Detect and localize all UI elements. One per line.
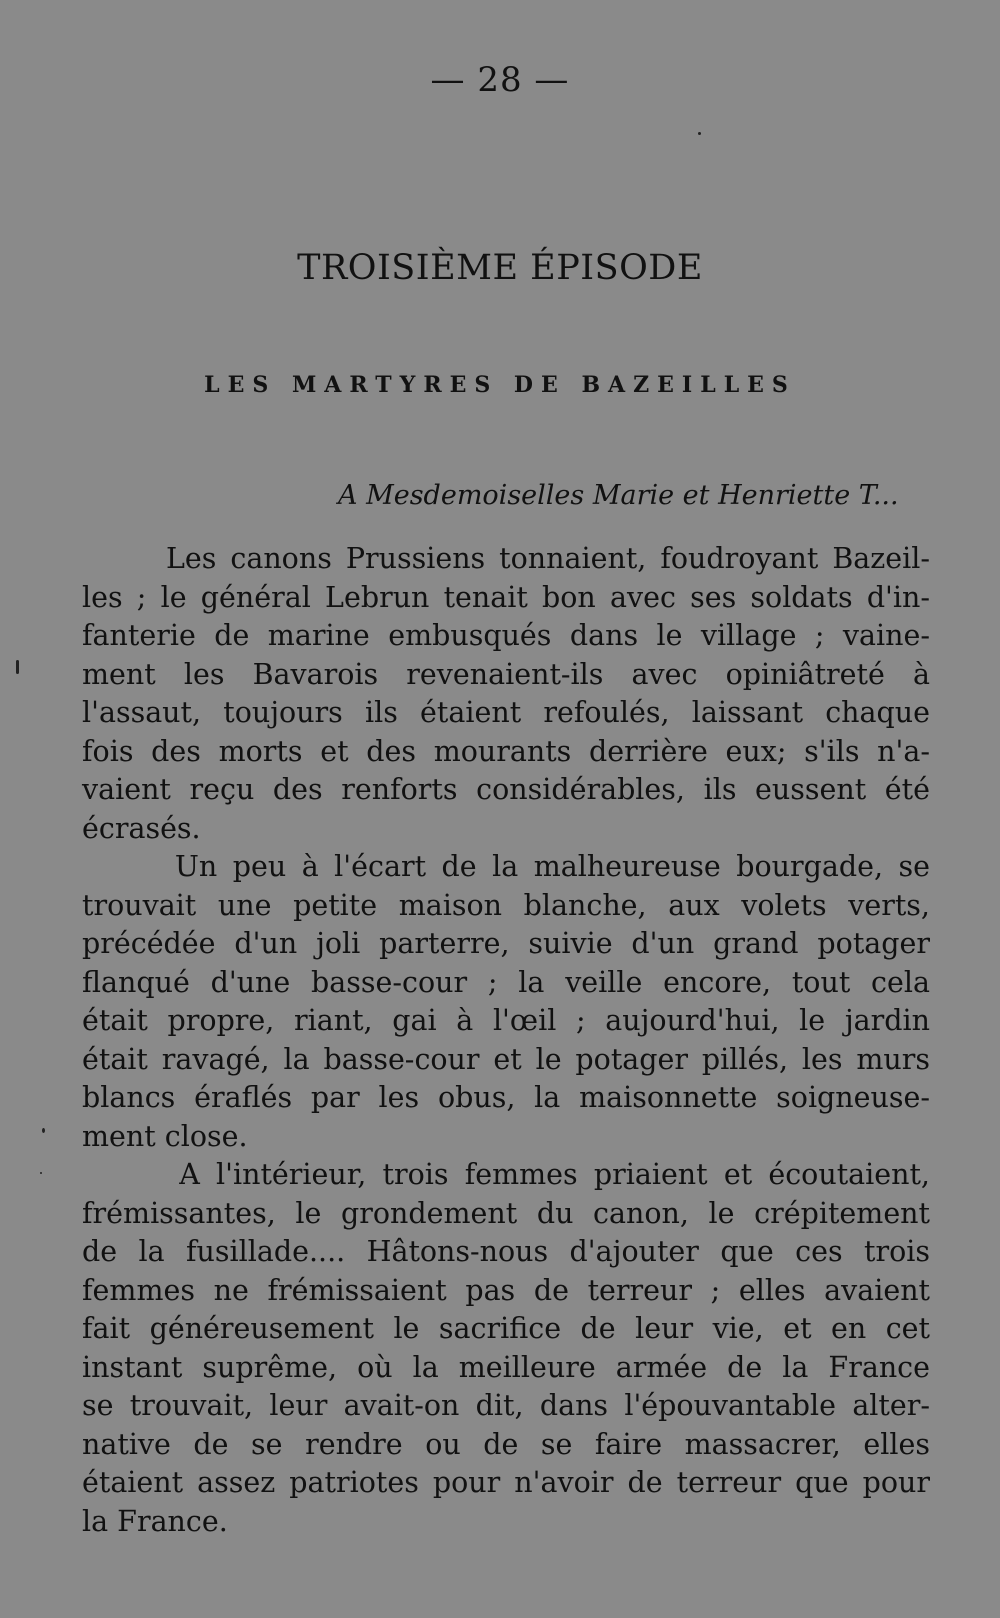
text-line: vaient reçu des renforts considérables, ils eussent été xyxy=(82,773,930,806)
body-text xyxy=(82,540,930,1541)
text-line: femmes ne frémissaient pas de terreur ; elles avaient xyxy=(82,1273,930,1307)
text-line: était propre, riant, gai à l'œil ; aujourd'hui, le jardin xyxy=(82,1004,930,1037)
text-line: était ravagé, la basse-cour et le potager pillés, les murs xyxy=(82,1042,930,1076)
text-line: fois des morts et des mourants derrière eux; s'ils n'a- xyxy=(82,734,930,768)
text-line: écrasés. xyxy=(82,811,201,845)
chapter-subtitle: LES MARTYRES DE BAZEILLES xyxy=(204,372,796,398)
scan-speck xyxy=(40,1172,42,1174)
episode-title: TROISIÈME ÉPISODE xyxy=(297,248,703,288)
text-line: de la fusillade.... Hâtons-nous d'ajouter que ces trois xyxy=(82,1235,930,1268)
text-line: native de se rendre ou de se faire massacrer, elles xyxy=(82,1427,930,1461)
text-line: fait généreusement le sacrifice de leur vie, et en cet xyxy=(82,1312,930,1345)
text-line: blancs éraflés par les obus, la maisonnette soigneuse- xyxy=(82,1081,930,1114)
text-line: ment les Bavarois revenaient-ils avec opiniâtreté à xyxy=(82,657,930,691)
text-line: instant suprême, où la meilleure armée de la France xyxy=(82,1350,930,1384)
dedication: A Mesdemoiselles Marie et Henriette T... xyxy=(338,480,899,511)
text-line: les ; le général Lebrun tenait bon avec ses soldats d'in- xyxy=(82,580,930,614)
text-line: ment close. xyxy=(82,1119,248,1153)
page-number: — 28 — xyxy=(430,60,570,100)
text-line: Un peu à l'écart de la malheureuse bourgade, se xyxy=(82,850,930,883)
text-line: frémissantes, le grondement du canon, le crépitement xyxy=(82,1196,930,1230)
text-line: l'assaut, toujours ils étaient refoulés, laissant chaque xyxy=(82,696,930,729)
text-line: précédée d'un joli parterre, suivie d'un grand potager xyxy=(82,927,930,960)
text-line: la France. xyxy=(82,1504,228,1538)
text-line: étaient assez patriotes pour n'avoir de terreur que pour xyxy=(82,1466,930,1499)
text-line: flanqué d'une basse-cour ; la veille encore, tout cela xyxy=(82,965,930,999)
scan-speck xyxy=(698,132,701,135)
text-line: se trouvait, leur avait-on dit, dans l'épouvantable alter- xyxy=(82,1389,930,1422)
text-line: Les canons Prussiens tonnaient, foudroyant Bazeil- xyxy=(82,542,930,575)
text-line: fanterie de marine embusqués dans le village ; vaine- xyxy=(82,619,930,652)
text-line: A l'intérieur, trois femmes priaient et écoutaient, xyxy=(82,1158,930,1191)
scan-speck xyxy=(42,1128,45,1133)
text-line: trouvait une petite maison blanche, aux volets verts, xyxy=(82,888,930,922)
scan-speck xyxy=(16,660,19,674)
